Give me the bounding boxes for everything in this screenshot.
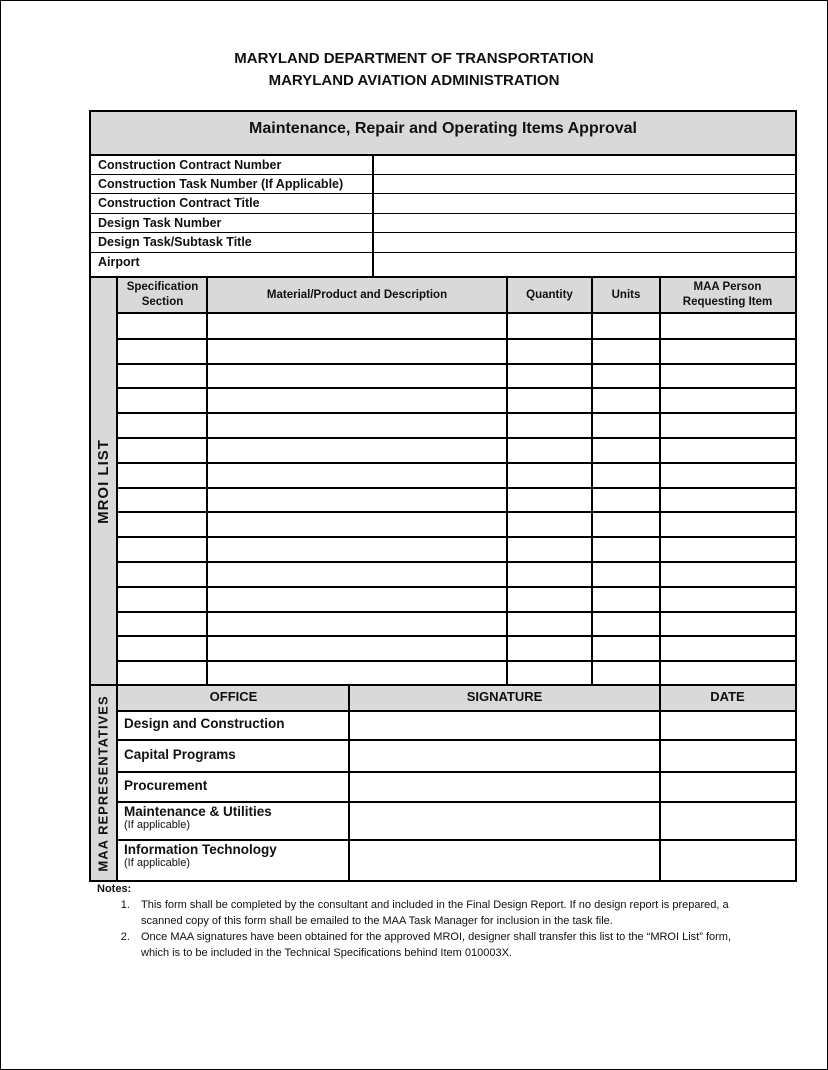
representative-office-0 [124,716,285,731]
approval-form [89,110,797,882]
mroi-cell-input[interactable] [592,438,660,463]
form-title: Maintenance, Repair and Operating Items Approval [91,112,795,154]
office-name: Information Technology [124,842,277,857]
mroi-cell-input[interactable] [207,636,507,661]
mroi-cell-input[interactable] [660,488,795,513]
mroi-cell-input[interactable] [660,388,795,413]
mroi-cell-input[interactable] [660,463,795,488]
mroi-cell-input[interactable] [660,364,795,389]
signature-field[interactable] [349,740,660,772]
notes-section [97,881,737,961]
mroi-cell-input[interactable] [118,339,207,364]
mroi-cell-input[interactable] [118,463,207,488]
representative-office-2 [124,778,207,793]
info-value-field-3[interactable] [374,214,795,234]
mroi-cell-input[interactable] [507,339,592,364]
mroi-cell-input[interactable] [118,364,207,389]
mroi-cell-input[interactable] [118,661,207,686]
mroi-cell-input[interactable] [592,612,660,637]
mroi-table-row [118,339,795,364]
mroi-list-label: MROI LIST [95,438,113,524]
mroi-cell-input[interactable] [592,587,660,612]
mroi-cell-input[interactable] [207,661,507,686]
signature-field[interactable] [349,710,660,740]
mroi-cell-input[interactable] [660,339,795,364]
mroi-cell-input[interactable] [660,661,795,686]
mroi-cell-input[interactable] [207,413,507,438]
mroi-table-row [118,612,795,637]
mroi-cell-input[interactable] [118,314,207,339]
representatives-label: MAA REPRESENTATIVES [96,694,111,872]
office-applicability-note: (If applicable) [124,819,191,831]
info-label-1: Construction Task Number (If Applicable) [98,177,344,191]
mroi-column-header-label-3: Units [611,288,641,301]
mroi-cell-input[interactable] [507,636,592,661]
mroi-cell-input[interactable] [592,562,660,587]
mroi-cell-input[interactable] [660,512,795,537]
mroi-cell-input[interactable] [592,364,660,389]
date-field[interactable] [660,740,795,772]
mroi-column-header-label-0: Specification Section [126,281,199,308]
mroi-list-sidebar [91,278,116,684]
note-item-1: 1. This form shall be completed by the consultant and included in the Final Design Report. If no design report is prepared, a scanned copy of this form shall be emailed to the MAA Task Manager for inclusion in the task file. [133,897,737,929]
mroi-cell-input[interactable] [660,438,795,463]
mroi-cell-input[interactable] [507,587,592,612]
mroi-cell-input[interactable] [592,661,660,686]
mroi-cell-input[interactable] [592,388,660,413]
mroi-table-row [118,636,795,661]
mroi-cell-input[interactable] [118,388,207,413]
date-field[interactable] [660,710,795,740]
mroi-cell-input[interactable] [592,339,660,364]
mroi-table-row [118,661,795,686]
mroi-cell-input[interactable] [118,512,207,537]
representative-office-1 [124,747,236,762]
info-value-field-4[interactable] [374,233,795,253]
mroi-cell-input[interactable] [592,636,660,661]
mroi-cell-input[interactable] [207,512,507,537]
mroi-column-header-label-2: Quantity [526,288,573,301]
mroi-cell-input[interactable] [660,636,795,661]
mroi-cell-input[interactable] [118,537,207,562]
mroi-cell-input[interactable] [660,562,795,587]
mroi-cell-input[interactable] [207,587,507,612]
mroi-cell-input[interactable] [592,537,660,562]
mroi-cell-input[interactable] [507,438,592,463]
info-label-2: Construction Contract Title [98,196,260,210]
mroi-cell-input[interactable] [507,314,592,339]
representatives-sidebar [91,686,116,880]
date-field[interactable] [660,802,795,840]
mroi-table-row [118,438,795,463]
representative-office-4 [124,842,277,869]
mroi-cell-input[interactable] [207,463,507,488]
mroi-cell-input[interactable] [207,488,507,513]
mroi-table-row [118,364,795,389]
info-label-5: Airport [98,255,140,269]
info-label-3: Design Task Number [98,216,222,230]
signature-field[interactable] [349,802,660,840]
mroi-cell-input[interactable] [118,488,207,513]
mroi-cell-input[interactable] [660,587,795,612]
mroi-table-row [118,537,795,562]
info-value-field-2[interactable] [374,194,795,214]
mroi-cell-input[interactable] [592,413,660,438]
mroi-cell-input[interactable] [507,388,592,413]
mroi-cell-input[interactable] [507,537,592,562]
info-value-field-0[interactable] [374,156,795,176]
mroi-cell-input[interactable] [507,364,592,389]
administration-heading: MARYLAND AVIATION ADMINISTRATION [268,72,560,89]
mroi-column-header-2 [507,278,592,312]
mroi-cell-input[interactable] [207,562,507,587]
mroi-cell-input[interactable] [207,314,507,339]
info-value-field-1[interactable] [374,175,795,195]
mroi-cell-input[interactable] [207,612,507,637]
mroi-cell-input[interactable] [660,314,795,339]
mroi-cell-input[interactable] [507,661,592,686]
representatives-column-header-0: OFFICE [209,689,258,704]
mroi-cell-input[interactable] [207,364,507,389]
mroi-cell-input[interactable] [592,314,660,339]
mroi-cell-input[interactable] [660,612,795,637]
note-item-2: 2. Once MAA signatures have been obtained for the approved MROI, designer shall transfer this list to the “MROI List” form, which is to be included in the Technical Specifications behind Item 010003X. [133,929,737,961]
mroi-column-header-label-1: Material/Product and Description [266,288,448,301]
mroi-cell-input[interactable] [207,388,507,413]
mroi-cell-input[interactable] [207,537,507,562]
mroi-table-row [118,587,795,612]
mroi-cell-input[interactable] [118,413,207,438]
mroi-cell-input[interactable] [660,413,795,438]
date-field[interactable] [660,840,795,878]
mroi-cell-input[interactable] [207,438,507,463]
mroi-table-row [118,413,795,438]
mroi-cell-input[interactable] [118,612,207,637]
office-name: Procurement [124,778,208,793]
mroi-cell-input[interactable] [507,562,592,587]
office-name: Maintenance & Utilities [124,804,272,819]
mroi-cell-input[interactable] [118,636,207,661]
signature-field[interactable] [349,840,660,878]
mroi-cell-input[interactable] [660,537,795,562]
mroi-table-row [118,463,795,488]
mroi-cell-input[interactable] [507,413,592,438]
mroi-cell-input[interactable] [118,587,207,612]
office-applicability-note: (If applicable) [124,857,191,869]
info-label-4: Design Task/Subtask Title [98,235,252,249]
mroi-cell-input[interactable] [592,512,660,537]
mroi-cell-input[interactable] [207,339,507,364]
mroi-table-row [118,388,795,413]
mroi-cell-input[interactable] [118,438,207,463]
date-field[interactable] [660,772,795,802]
mroi-table-row [118,314,795,339]
department-heading: MARYLAND DEPARTMENT OF TRANSPORTATION [234,50,594,67]
office-name: Design and Construction [124,716,285,731]
signature-field[interactable] [349,772,660,802]
representative-office-3 [124,804,272,831]
mroi-column-header-1 [207,278,507,312]
info-label-0: Construction Contract Number [98,158,282,172]
mroi-cell-input[interactable] [592,463,660,488]
mroi-table-row [118,512,795,537]
notes-heading: Notes: [97,883,132,895]
representatives-column-header-1: SIGNATURE [466,689,543,704]
mroi-column-header-3 [592,278,660,312]
mroi-cell-input[interactable] [507,612,592,637]
mroi-cell-input[interactable] [507,488,592,513]
mroi-column-header-4 [660,278,795,312]
mroi-cell-input[interactable] [592,488,660,513]
mroi-column-header-0 [118,278,207,312]
info-value-field-5[interactable] [374,253,795,273]
mroi-cell-input[interactable] [507,512,592,537]
mroi-cell-input[interactable] [507,463,592,488]
mroi-table-row [118,488,795,513]
office-name: Capital Programs [124,747,236,762]
mroi-table-row [118,562,795,587]
mroi-column-header-label-4: MAA Person Requesting Item [682,281,773,308]
representatives-column-header-2: DATE [710,689,745,704]
mroi-cell-input[interactable] [118,562,207,587]
